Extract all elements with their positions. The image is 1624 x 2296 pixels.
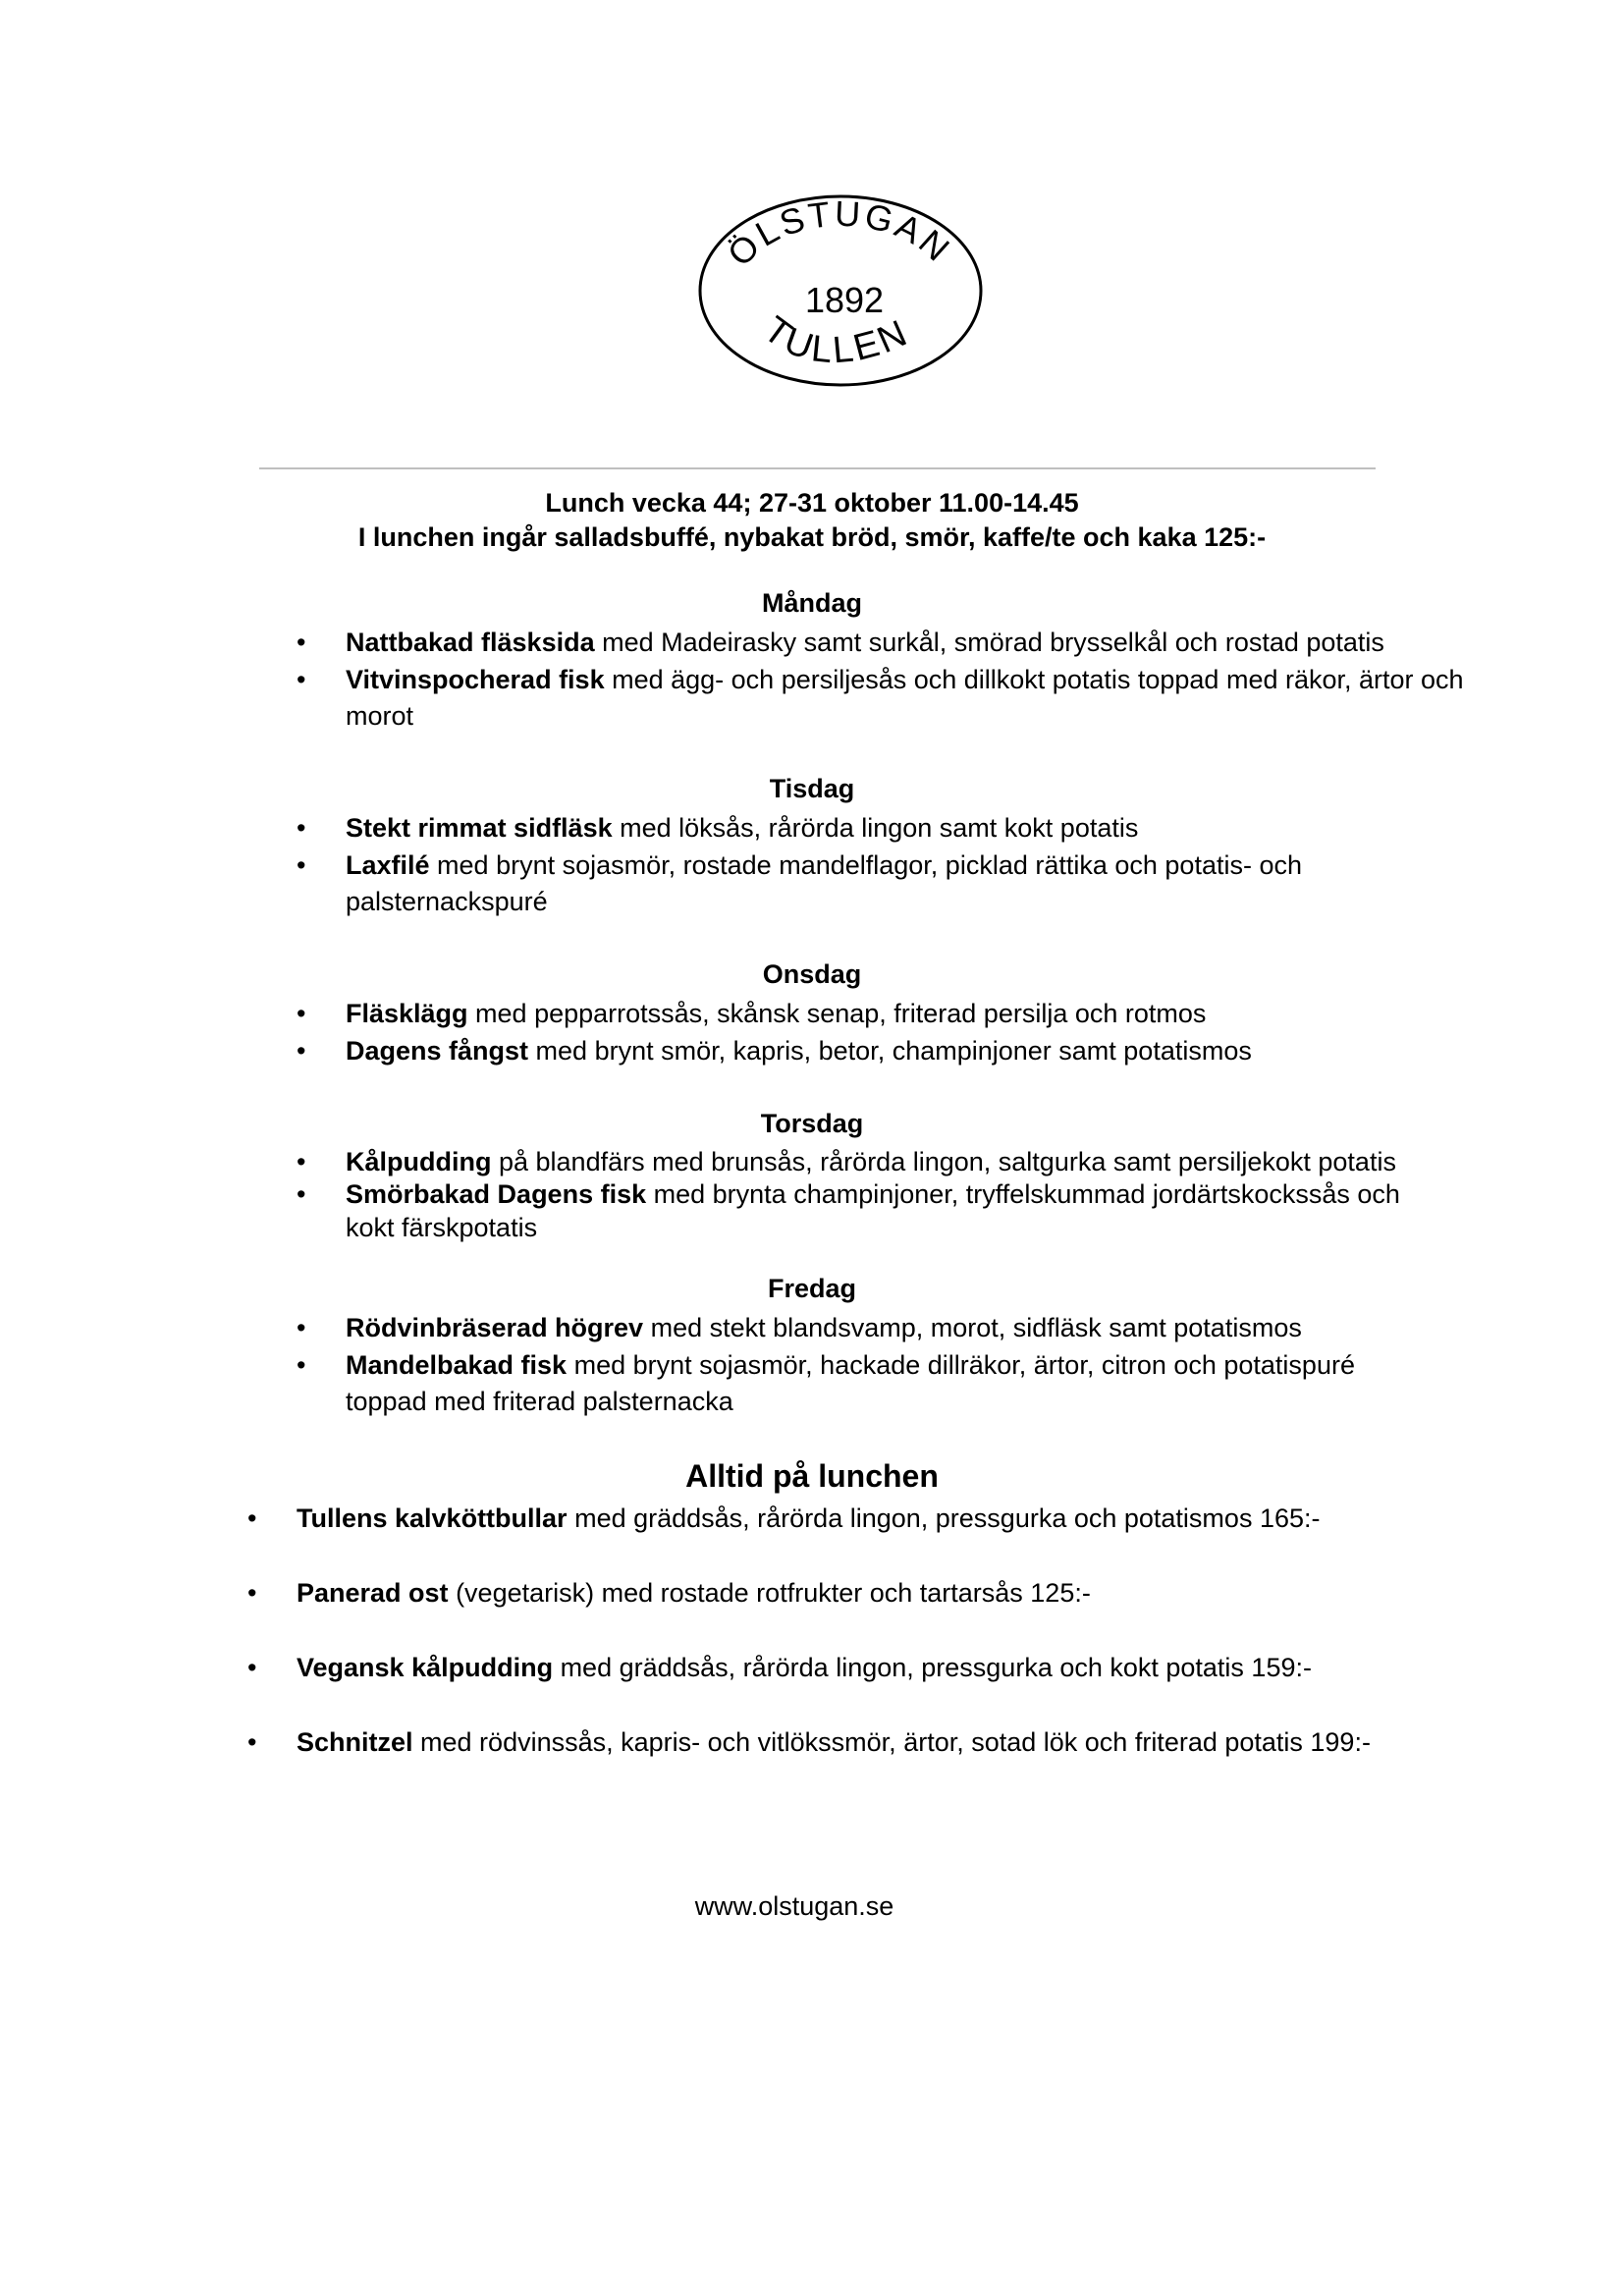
dish-description: på blandfärs med brunsås, rårörda lingon, saltgurka samt persiljekokt potatis [491, 1147, 1396, 1176]
dish-title: Smörbakad Dagens fisk [346, 1179, 647, 1209]
dish-description: med Madeirasky samt surkål, smörad brysselkål och rostad potatis [594, 628, 1384, 657]
header-divider [259, 467, 1376, 469]
logo-name-bottom: TULLEN [755, 308, 916, 372]
always-item [247, 1575, 1573, 1612]
dish-title: Fläsklägg [346, 999, 468, 1028]
day-heading-mandag: Måndag [761, 588, 862, 618]
always-item [247, 1724, 1573, 1761]
dish-title: Dagens fångst [346, 1036, 529, 1066]
dish-item [297, 1033, 1465, 1069]
day-heading-onsdag: Onsdag [762, 959, 862, 989]
always-item-title: Schnitzel [297, 1727, 413, 1757]
bullet: • [247, 1578, 257, 1608]
bullet: • [297, 665, 306, 694]
always-item-description: (vegetarisk) med rostade rotfrukter och tartarsås 125:- [448, 1578, 1091, 1608]
dish-item [297, 662, 1465, 735]
dish-item [297, 625, 1465, 661]
dish-description: med brynt sojasmör, hackade dillräkor, ärtor, citron och potatispuré toppad med friterad palsternacka [346, 1350, 1355, 1416]
logo-year: 1892 [804, 280, 885, 320]
always-item-description: med rödvinssås, kapris- och vitlökssmör, ärtor, sotad lök och friterad potatis 199:- [412, 1727, 1371, 1757]
always-item-title: Panerad ost [297, 1578, 449, 1608]
included-line: I lunchen ingår salladsbuffé, nybakat bröd, smör, kaffe/te och kaka 125:- [357, 522, 1267, 552]
dish-description: med ägg- och persiljesås och dillkokt potatis toppad med räkor, ärtor och morot [346, 665, 1464, 731]
dish-item [297, 1310, 1465, 1346]
dish-title: Kålpudding [346, 1147, 492, 1176]
dish-description: med brynt smör, kapris, betor, champinjoner samt potatismos [528, 1036, 1252, 1066]
always-item [247, 1650, 1573, 1686]
always-section-title: Alltid på lunchen [685, 1458, 939, 1494]
week-title: Lunch vecka 44; 27-31 oktober 11.00-14.45 [545, 488, 1079, 518]
logo-name-top: ÖLSTUGAN [719, 192, 960, 274]
dish-description: med stekt blandsvamp, morot, sidfläsk samt potatismos [643, 1313, 1302, 1342]
bullet: • [297, 813, 306, 843]
dish-item [297, 1177, 1406, 1244]
dish-item [297, 847, 1465, 920]
dish-item [297, 810, 1465, 847]
bullet: • [247, 1653, 257, 1682]
bullet: • [297, 1036, 306, 1066]
always-item-title: Vegansk kålpudding [297, 1653, 554, 1682]
bullet: • [297, 1147, 306, 1176]
bullet: • [297, 1313, 306, 1342]
dish-item [297, 1347, 1426, 1420]
dish-title: Laxfilé [346, 850, 430, 880]
olstugan-tullen-logo [693, 187, 988, 395]
day-heading-fredag: Fredag [767, 1274, 857, 1303]
bullet: • [297, 1350, 306, 1380]
dish-description: med brynta champinjoner, tryffelskummad jordärtskockssås och kokt färskpotatis [346, 1179, 1400, 1242]
website-link[interactable]: www.olstugan.se [694, 1891, 894, 1921]
day-heading-tisdag: Tisdag [769, 774, 855, 803]
bullet: • [247, 1503, 257, 1533]
always-item-description: med gräddsås, rårörda lingon, pressgurka och potatismos 165:- [567, 1503, 1321, 1533]
bullet: • [297, 628, 306, 657]
bullet: • [297, 850, 306, 880]
dish-description: med brynt sojasmör, rostade mandelflagor, picklad rättika och potatis- och palsternackspuré [346, 850, 1302, 916]
dish-title: Mandelbakad fisk [346, 1350, 568, 1380]
dish-description: med löksås, rårörda lingon samt kokt potatis [612, 813, 1139, 843]
always-item-title: Tullens kalvköttbullar [297, 1503, 568, 1533]
dish-title: Vitvinspocherad fisk [346, 665, 605, 694]
bullet: • [297, 1179, 306, 1209]
day-heading-torsdag: Torsdag [760, 1109, 864, 1138]
dish-title: Nattbakad fläsksida [346, 628, 595, 657]
bullet: • [297, 999, 306, 1028]
dish-title: Stekt rimmat sidfläsk [346, 813, 613, 843]
dish-item [297, 1145, 1465, 1178]
always-item [247, 1501, 1573, 1537]
dish-title: Rödvinbräserad högrev [346, 1313, 644, 1342]
dish-description: med pepparrotssås, skånsk senap, friterad persilja och rotmos [467, 999, 1207, 1028]
always-item-description: med gräddsås, rårörda lingon, pressgurka och kokt potatis 159:- [553, 1653, 1312, 1682]
dish-item [297, 996, 1465, 1032]
bullet: • [247, 1727, 257, 1757]
